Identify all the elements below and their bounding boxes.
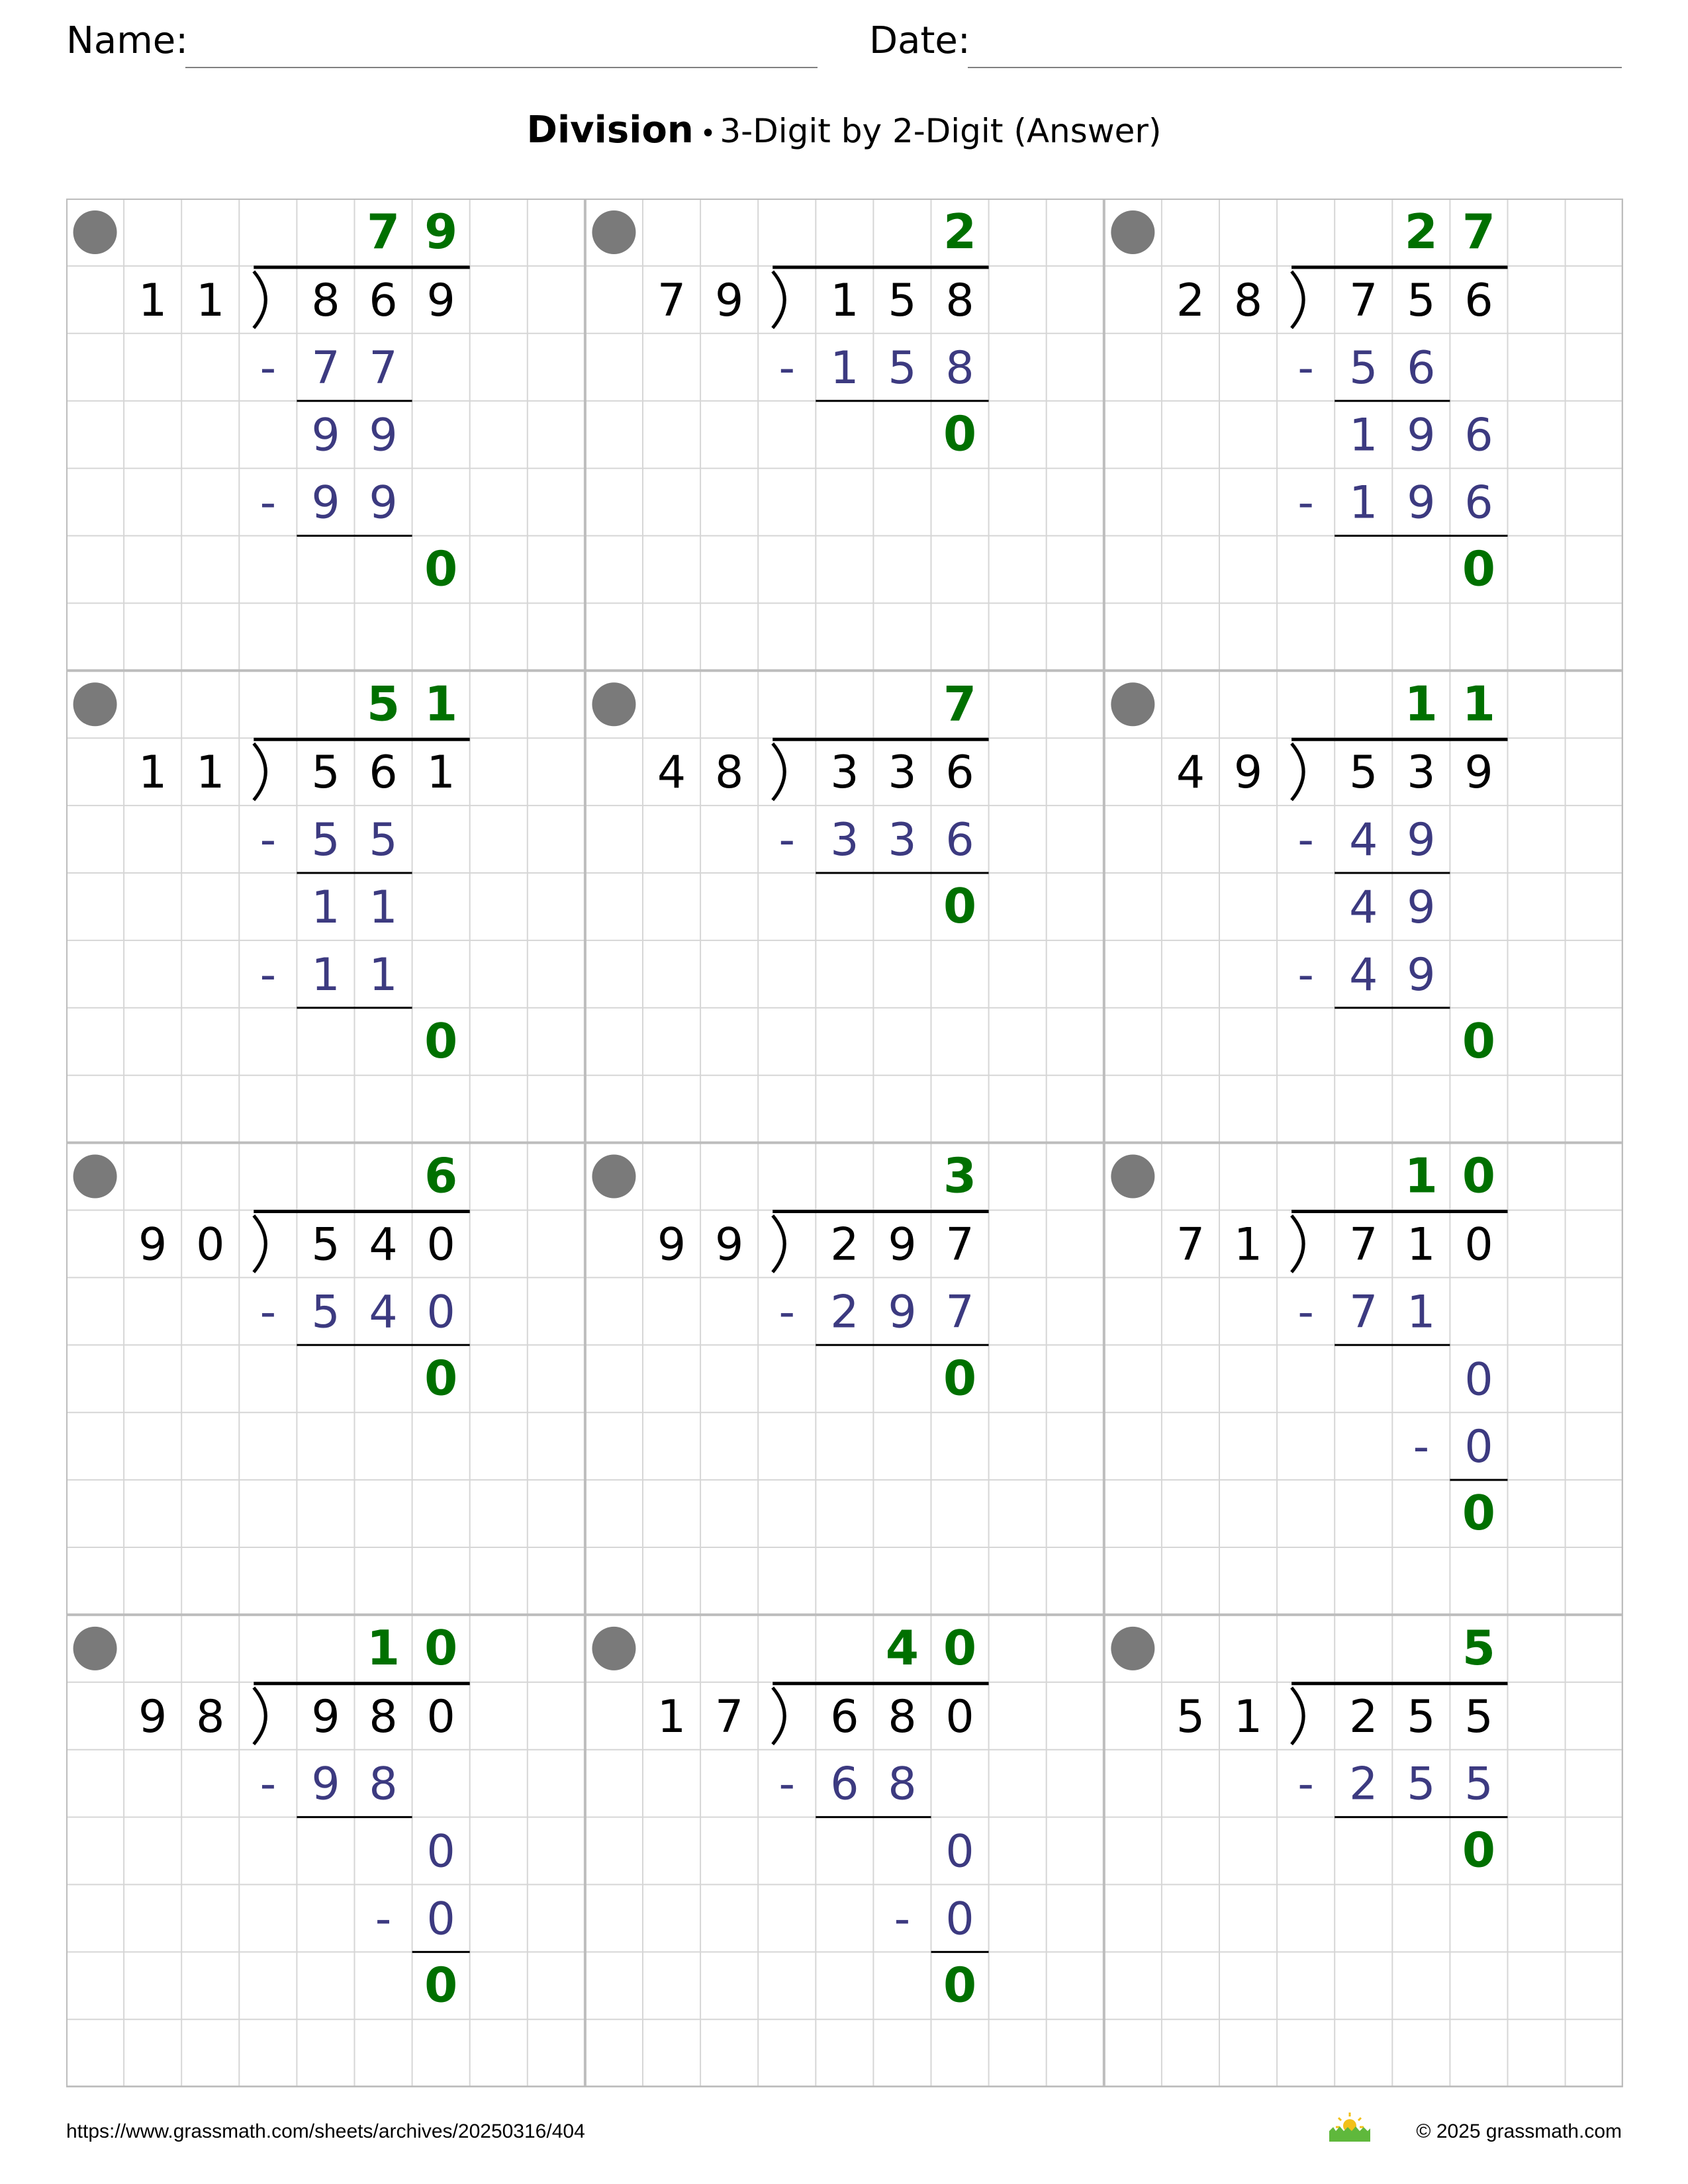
subtrahend-digit: 6 xyxy=(1407,341,1436,394)
dividend-digit: 2 xyxy=(1349,1690,1378,1743)
subtrahend-digit: 1 xyxy=(311,948,340,1001)
divisor-digit: 0 xyxy=(196,1218,225,1271)
subtrahend-digit: 7 xyxy=(369,341,398,394)
dividend-digit: 3 xyxy=(888,747,917,799)
quotient-digit: 3 xyxy=(943,1148,977,1204)
divisor-digit: 1 xyxy=(138,747,167,799)
subtrahend-digit: 0 xyxy=(945,1893,974,1946)
name-line[interactable] xyxy=(185,67,818,68)
dividend-digit: 0 xyxy=(1464,1218,1493,1271)
dividend-digit: 5 xyxy=(311,747,340,799)
quotient-digit: 2 xyxy=(1404,203,1438,259)
final-remainder-digit: 0 xyxy=(943,1350,977,1406)
quotient-digit: 0 xyxy=(424,1619,458,1676)
subtrahend-digit: 2 xyxy=(830,1286,859,1339)
minus-sign: - xyxy=(259,341,277,394)
dividend-digit: 5 xyxy=(1407,274,1436,327)
quotient-digit: 4 xyxy=(885,1619,919,1676)
dividend-digit: 8 xyxy=(311,274,340,327)
divisor-digit: 9 xyxy=(715,274,744,327)
divisor-digit: 9 xyxy=(138,1218,167,1271)
quotient-digit: 1 xyxy=(1404,676,1438,732)
dividend-digit: 5 xyxy=(888,274,917,327)
dividend-digit: 5 xyxy=(1464,1690,1493,1743)
subtrahend-digit: 5 xyxy=(1407,1758,1436,1811)
dividend-digit: 9 xyxy=(1464,747,1493,799)
dividend-digit: 6 xyxy=(1464,274,1493,327)
final-remainder-digit: 0 xyxy=(943,1957,977,2013)
dividend-digit: 2 xyxy=(830,1218,859,1271)
subtrahend-digit: 9 xyxy=(311,477,340,529)
minus-sign: - xyxy=(1297,814,1314,867)
dividend-digit: 9 xyxy=(311,1690,340,1743)
minus-sign: - xyxy=(259,948,277,1001)
subtrahend-digit: 4 xyxy=(1349,814,1378,867)
subtrahend-digit: 7 xyxy=(311,341,340,394)
remainder-digit: 0 xyxy=(945,1825,974,1878)
problem-number-badge xyxy=(73,1155,117,1199)
minus-sign: - xyxy=(259,814,277,867)
subtrahend-digit: 8 xyxy=(888,1758,917,1811)
remainder-digit: 9 xyxy=(369,409,398,462)
divisor-digit: 8 xyxy=(1233,274,1263,327)
quotient-digit: 5 xyxy=(366,676,400,732)
subtrahend-digit: 7 xyxy=(1349,1286,1378,1339)
divisor-digit: 1 xyxy=(196,747,225,799)
minus-sign: - xyxy=(778,1758,796,1811)
division-bracket xyxy=(254,271,265,328)
minus-sign: - xyxy=(1297,1286,1314,1339)
remainder-digit: 6 xyxy=(1464,409,1493,462)
quotient-digit: 7 xyxy=(1462,203,1496,259)
subtrahend-digit: 7 xyxy=(945,1286,974,1339)
final-remainder-digit: 0 xyxy=(424,541,458,597)
dividend-digit: 7 xyxy=(1349,1218,1378,1271)
divisor-digit: 4 xyxy=(657,747,686,799)
dividend-digit: 6 xyxy=(830,1690,859,1743)
subtrahend-digit: 9 xyxy=(311,1758,340,1811)
dividend-digit: 8 xyxy=(945,274,974,327)
quotient-digit: 1 xyxy=(1462,676,1496,732)
subtrahend-digit: 5 xyxy=(1464,1758,1493,1811)
divisor-digit: 1 xyxy=(196,274,225,327)
minus-sign: - xyxy=(259,1286,277,1339)
subtrahend-digit: 1 xyxy=(1349,477,1378,529)
minus-sign: - xyxy=(778,341,796,394)
final-remainder-digit: 0 xyxy=(424,1350,458,1406)
quotient-digit: 6 xyxy=(424,1148,458,1204)
minus-sign: - xyxy=(1413,1421,1430,1474)
subtrahend-digit: 5 xyxy=(311,814,340,867)
remainder-digit: 1 xyxy=(1349,409,1378,462)
final-remainder-digit: 0 xyxy=(1462,1013,1496,1069)
divisor-digit: 5 xyxy=(1176,1690,1205,1743)
divisor-digit: 4 xyxy=(1176,747,1205,799)
final-remainder-digit: 0 xyxy=(943,406,977,462)
division-bracket xyxy=(773,743,784,800)
final-remainder-digit: 0 xyxy=(424,1013,458,1069)
subtrahend-digit: 9 xyxy=(1407,814,1436,867)
minus-sign: - xyxy=(1297,477,1314,529)
subtrahend-digit: 0 xyxy=(1464,1421,1493,1474)
remainder-digit: 9 xyxy=(1407,881,1436,934)
remainder-digit: 9 xyxy=(1407,409,1436,462)
subtrahend-digit: 3 xyxy=(830,814,859,867)
dividend-digit: 5 xyxy=(311,1218,340,1271)
remainder-digit: 0 xyxy=(1464,1353,1493,1406)
quotient-digit: 0 xyxy=(943,1619,977,1676)
quotient-digit: 5 xyxy=(1462,1619,1496,1676)
division-bracket xyxy=(254,1688,265,1745)
problem-number-badge xyxy=(592,210,635,254)
problem-grid xyxy=(66,199,1623,2087)
subtrahend-digit: 6 xyxy=(945,814,974,867)
division-bracket xyxy=(1291,743,1303,800)
quotient-digit: 0 xyxy=(1462,1148,1496,1204)
dividend-digit: 8 xyxy=(369,1690,398,1743)
divisor-digit: 1 xyxy=(1233,1218,1263,1271)
dividend-digit: 8 xyxy=(888,1690,917,1743)
division-bracket xyxy=(773,1216,784,1273)
minus-sign: - xyxy=(1297,341,1314,394)
problem-number-badge xyxy=(1111,1155,1154,1199)
quotient-digit: 7 xyxy=(943,676,977,732)
division-bracket xyxy=(1291,1216,1303,1273)
dividend-digit: 9 xyxy=(888,1218,917,1271)
subtrahend-digit: 8 xyxy=(369,1758,398,1811)
subtrahend-digit: 6 xyxy=(1464,477,1493,529)
quotient-digit: 9 xyxy=(424,203,458,259)
divisor-digit: 1 xyxy=(1233,1690,1263,1743)
subtrahend-digit: 5 xyxy=(311,1286,340,1339)
minus-sign: - xyxy=(1297,948,1314,1001)
problem-number-badge xyxy=(592,1155,635,1199)
footer-copyright: © 2025 grassmath.com xyxy=(1416,2120,1622,2142)
quotient-digit: 1 xyxy=(424,676,458,732)
problem-number-badge xyxy=(73,210,117,254)
divisor-digit: 2 xyxy=(1176,274,1205,327)
dividend-digit: 9 xyxy=(426,274,455,327)
divisor-digit: 9 xyxy=(1233,747,1263,799)
problem-number-badge xyxy=(73,1627,117,1670)
remainder-digit: 1 xyxy=(369,881,398,934)
dividend-digit: 1 xyxy=(830,274,859,327)
worksheet-title xyxy=(0,109,1688,152)
subtrahend-digit: 0 xyxy=(426,1893,455,1946)
division-bracket xyxy=(773,271,784,328)
subtrahend-digit: 9 xyxy=(1407,948,1436,1001)
subtrahend-digit: 6 xyxy=(830,1758,859,1811)
problem-number-badge xyxy=(1111,682,1154,726)
quotient-digit: 1 xyxy=(366,1619,400,1676)
subtrahend-digit: 9 xyxy=(1407,477,1436,529)
dividend-digit: 7 xyxy=(945,1218,974,1271)
final-remainder-digit: 0 xyxy=(1462,1822,1496,1878)
quotient-digit: 1 xyxy=(1404,1148,1438,1204)
subtrahend-digit: 2 xyxy=(1349,1758,1378,1811)
footer-url[interactable]: https://www.grassmath.com/sheets/archives/20250316/404 xyxy=(66,2120,585,2142)
division-bracket xyxy=(1291,1688,1303,1745)
dividend-digit: 0 xyxy=(426,1218,455,1271)
dividend-digit: 0 xyxy=(945,1690,974,1743)
dividend-digit: 5 xyxy=(1349,747,1378,799)
subtrahend-digit: 5 xyxy=(1349,341,1378,394)
final-remainder-digit: 0 xyxy=(1462,1485,1496,1541)
division-bracket xyxy=(254,1216,265,1273)
divisor-digit: 1 xyxy=(138,274,167,327)
minus-sign: - xyxy=(894,1893,911,1946)
name-label: Name: xyxy=(66,19,189,62)
dividend-digit: 1 xyxy=(426,747,455,799)
problem-number-badge xyxy=(73,682,117,726)
minus-sign: - xyxy=(375,1893,392,1946)
subtrahend-digit: 0 xyxy=(426,1286,455,1339)
divisor-digit: 9 xyxy=(715,1218,744,1271)
subtrahend-digit: 1 xyxy=(1407,1286,1436,1339)
subtrahend-digit: 9 xyxy=(888,1286,917,1339)
division-bracket xyxy=(1291,271,1303,328)
divisor-digit: 9 xyxy=(657,1218,686,1271)
minus-sign: - xyxy=(259,477,277,529)
subtrahend-digit: 1 xyxy=(830,341,859,394)
subtrahend-digit: 4 xyxy=(1349,948,1378,1001)
divisor-digit: 8 xyxy=(715,747,744,799)
remainder-digit: 4 xyxy=(1349,881,1378,934)
dividend-digit: 6 xyxy=(369,274,398,327)
minus-sign: - xyxy=(778,814,796,867)
divisor-digit: 7 xyxy=(1176,1218,1205,1271)
problem-number-badge xyxy=(1111,210,1154,254)
grassmath-sun-logo-icon xyxy=(1327,2111,1373,2143)
title-subtitle: 3-Digit by 2-Digit (Answer) xyxy=(720,112,1162,150)
dividend-digit: 0 xyxy=(426,1690,455,1743)
problem-number-badge xyxy=(592,682,635,726)
date-line[interactable] xyxy=(968,67,1622,68)
quotient-digit: 7 xyxy=(366,203,400,259)
division-bracket xyxy=(254,743,265,800)
final-remainder-digit: 0 xyxy=(424,1957,458,2013)
subtrahend-digit: 8 xyxy=(945,341,974,394)
remainder-digit: 9 xyxy=(311,409,340,462)
dividend-digit: 7 xyxy=(1349,274,1378,327)
subtrahend-digit: 1 xyxy=(369,948,398,1001)
problem-number-badge xyxy=(1111,1627,1154,1670)
title-main: Division xyxy=(526,109,694,152)
problem-number-badge xyxy=(592,1627,635,1670)
date-label: Date: xyxy=(869,19,970,62)
subtrahend-digit: 4 xyxy=(369,1286,398,1339)
final-remainder-digit: 0 xyxy=(1462,541,1496,597)
quotient-digit: 2 xyxy=(943,203,977,259)
subtrahend-digit: 5 xyxy=(888,341,917,394)
dividend-digit: 5 xyxy=(1407,1690,1436,1743)
divisor-digit: 9 xyxy=(138,1690,167,1743)
dividend-digit: 6 xyxy=(945,747,974,799)
division-bracket xyxy=(773,1688,784,1745)
divisor-digit: 7 xyxy=(715,1690,744,1743)
dividend-digit: 3 xyxy=(1407,747,1436,799)
divisor-digit: 1 xyxy=(657,1690,686,1743)
subtrahend-digit: 5 xyxy=(369,814,398,867)
minus-sign: - xyxy=(259,1758,277,1811)
divisor-digit: 8 xyxy=(196,1690,225,1743)
minus-sign: - xyxy=(1297,1758,1314,1811)
subtrahend-digit: 9 xyxy=(369,477,398,529)
divisor-digit: 7 xyxy=(657,274,686,327)
dividend-digit: 4 xyxy=(369,1218,398,1271)
dividend-digit: 1 xyxy=(1407,1218,1436,1271)
remainder-digit: 1 xyxy=(311,881,340,934)
remainder-digit: 0 xyxy=(426,1825,455,1878)
minus-sign: - xyxy=(778,1286,796,1339)
dividend-digit: 3 xyxy=(830,747,859,799)
final-remainder-digit: 0 xyxy=(943,878,977,934)
title-bullet: • xyxy=(700,118,716,149)
dividend-digit: 6 xyxy=(369,747,398,799)
subtrahend-digit: 3 xyxy=(888,814,917,867)
